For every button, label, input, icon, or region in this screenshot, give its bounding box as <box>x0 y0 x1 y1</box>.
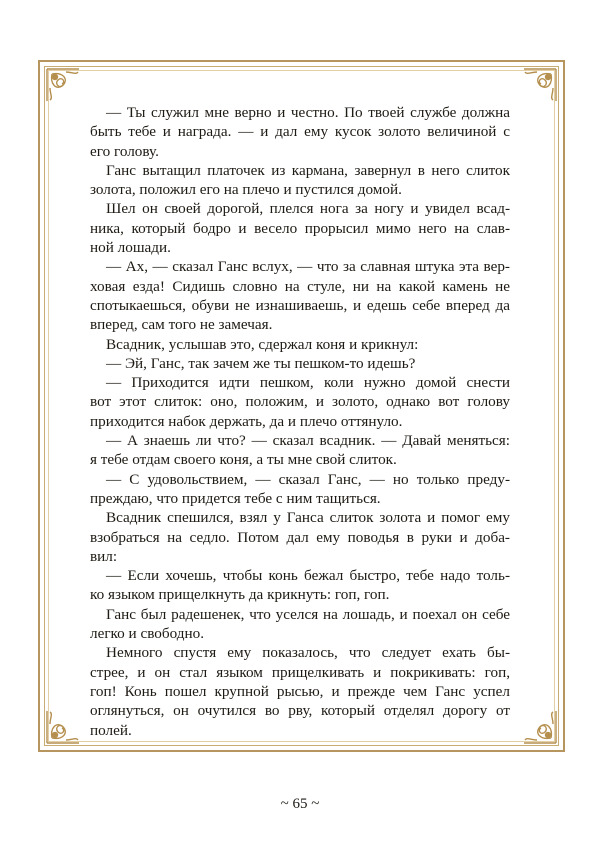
text-line: — А знаешь ли что? — сказал всадник. — Давай меняться: <box>106 432 510 450</box>
text-line: — Ты служил мне верно и честно. По твоей службе должна <box>106 104 510 121</box>
text-line: его голову. <box>90 142 159 160</box>
text-line: золота, положил его на плечо и пустился домой. <box>90 181 402 199</box>
text-line: оглянуться, он очутился во рву, который отделял дорогу от <box>90 702 510 720</box>
text-line: Немного спустя ему показалось, что следует ехать бы- <box>106 644 510 662</box>
text-line: ховая езда! Сидишь словно на стуле, ни на какой камень не <box>90 277 510 295</box>
text-line: стрее, и он стал языком прищелкивать и покрикивать: гоп, <box>90 663 510 681</box>
text-line: ной лошади. <box>90 239 171 257</box>
text-line: Ганс был радешенек, что уселся на лошадь, и поехал он себе <box>106 605 510 623</box>
corner-ornament-bottom-right-icon <box>521 708 559 746</box>
text-line: легко и свободно. <box>90 625 205 643</box>
text-line: Шел он своей дорогой, плелся нога за ногу и увидел всад- <box>106 200 510 218</box>
text-line: — Если хочешь, чтобы конь бежал быстро, тебе надо толь- <box>106 567 510 585</box>
text-line: преждаю, что придется тебе с ним тащиться. <box>90 489 381 507</box>
corner-ornament-top-right-icon <box>521 66 559 104</box>
corner-ornament-top-left-icon <box>44 66 82 104</box>
text-line: приходится набок держать, да и плечо оттянуло. <box>90 412 403 430</box>
text-line: Ганс вытащил платочек из кармана, завернул в него слиток <box>106 161 510 179</box>
text-line: полей. <box>90 721 132 739</box>
text-line: я тебе отдам своего коня, а ты мне свой слиток. <box>90 451 397 469</box>
text-line: взобраться на седло. Потом дал ему поводья в руки и доба- <box>90 528 510 546</box>
text-line: Всадник, услышав это, сдержал коня и крикнул: <box>106 335 419 353</box>
text-line: спотыкаешься, обуви не изнашиваешь, и едешь себе вперед да <box>90 296 510 314</box>
text-line: ко языком прищелкнуть да крикнуть: гоп, гоп. <box>90 586 390 604</box>
text-line: вперед, сам того не замечая. <box>90 316 273 334</box>
text-line: — С удовольствием, — сказал Ганс, — но только преду- <box>106 470 510 488</box>
page-number: ~ 65 ~ <box>280 796 320 812</box>
text-line: вот этот слиток: оно, положим, и золото, однако вот голову <box>90 393 510 411</box>
corner-ornament-bottom-left-icon <box>44 708 82 746</box>
text-line: вил: <box>90 547 118 565</box>
text-line: — Ах, — сказал Ганс вслух, — что за славная штука эта вер- <box>106 258 510 276</box>
text-line: Всадник спешился, взял у Ганса слиток золота и помог ему <box>106 509 510 527</box>
text-line: — Приходится идти пешком, коли нужно домой снести <box>106 374 510 392</box>
text-line: — Эй, Ганс, так зачем же ты пешком-то идешь? <box>106 354 416 372</box>
story-text <box>90 103 510 740</box>
text-line: гоп! Конь пошел крупной рысью, и прежде чем Ганс успел <box>90 682 510 700</box>
text-line: быть тебе и награда. — и дал ему кусок золото величиной с <box>90 123 510 141</box>
text-line: ника, который бодро и весело прорысил мимо него на слав- <box>90 219 510 237</box>
